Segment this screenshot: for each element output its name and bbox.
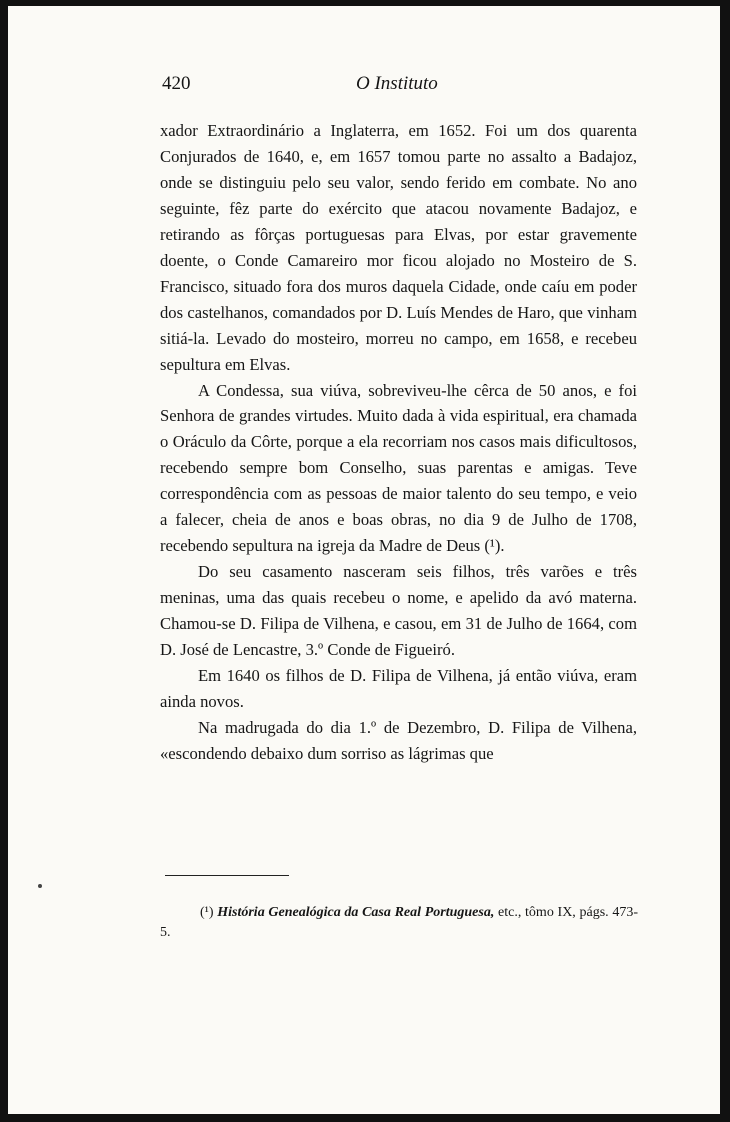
footnote-volume: IX, xyxy=(557,905,576,920)
page-number: 420 xyxy=(162,73,191,94)
footnote-pages: págs. 473-5. xyxy=(160,905,639,940)
paragraph-5: Na madrugada do dia 1.º de Dezembro, D. Filipa de Vilhena, «escondendo debaixo dum sorriso as lágrimas que xyxy=(160,717,637,763)
body-text xyxy=(160,118,637,767)
footnote-divider xyxy=(165,875,289,876)
journal-title: O Instituto xyxy=(356,73,438,94)
scan-speck xyxy=(38,884,42,888)
paragraph-3: Do seu casamento nasceram seis filhos, três varões e três meninas, uma das quais recebeu o nome, e apelido da avó materna. Chamou-se D. Filipa de Vilhena, e casou, em 31 de Julho de 1664, com D. José de Lencastre, 3.º Conde de Figueiró. xyxy=(160,562,637,660)
paragraph-2: A Condessa, sua viúva, sobreviveu-lhe cêrca de 50 anos, e foi Senhora de grandes virtudes. Muito dada à vida espiritual, era chamada o Oráculo da Côrte, porque a ela recorriam nos casos mais dificultosos, recebendo sempre bom Conselho, suas parentas e amigas. Teve correspondência com as pessoas de maior talento do seu tempo, e veio a falecer, cheia de anos e boas obras, no dia 9 de Julho de 1708, recebendo sepultura na igreja da Madre de Deus (¹). xyxy=(160,380,637,556)
paragraph-1: xador Extraordinário a Inglaterra, em 1652. Foi um dos quarenta Conjurados de 1640, e, em 1657 tomou parte no assalto a Badajoz, onde se distinguiu pelo seu valor, sendo ferido em combate. No ano seguinte, fêz parte do exército que atacou novamente Badajoz, e retirando as fôrças portuguesas para Elvas, por estar gravemente doente, o Conde Camareiro mor ficou alojado no Mosteiro de S. Francisco, situado fora dos muros daquela Cidade, onde caíu em poder dos castelhanos, comandados por D. Luís Mendes de Haro, que vinham sitiá-la. Levado do mosteiro, morreu no campo, em 1658, e recebeu sepultura em Elvas. xyxy=(160,121,637,374)
footnote-marker: (¹) xyxy=(200,905,214,920)
footnote-work-title: História Genealógica da Casa Real Portuguesa, xyxy=(217,905,495,920)
footnote-etc: etc., tômo xyxy=(498,905,554,920)
running-head xyxy=(160,70,644,100)
footnote xyxy=(160,903,638,943)
paragraph-4: Em 1640 os filhos de D. Filipa de Vilhena, já então viúva, eram ainda novos. xyxy=(160,666,637,711)
book-page xyxy=(8,6,720,1114)
